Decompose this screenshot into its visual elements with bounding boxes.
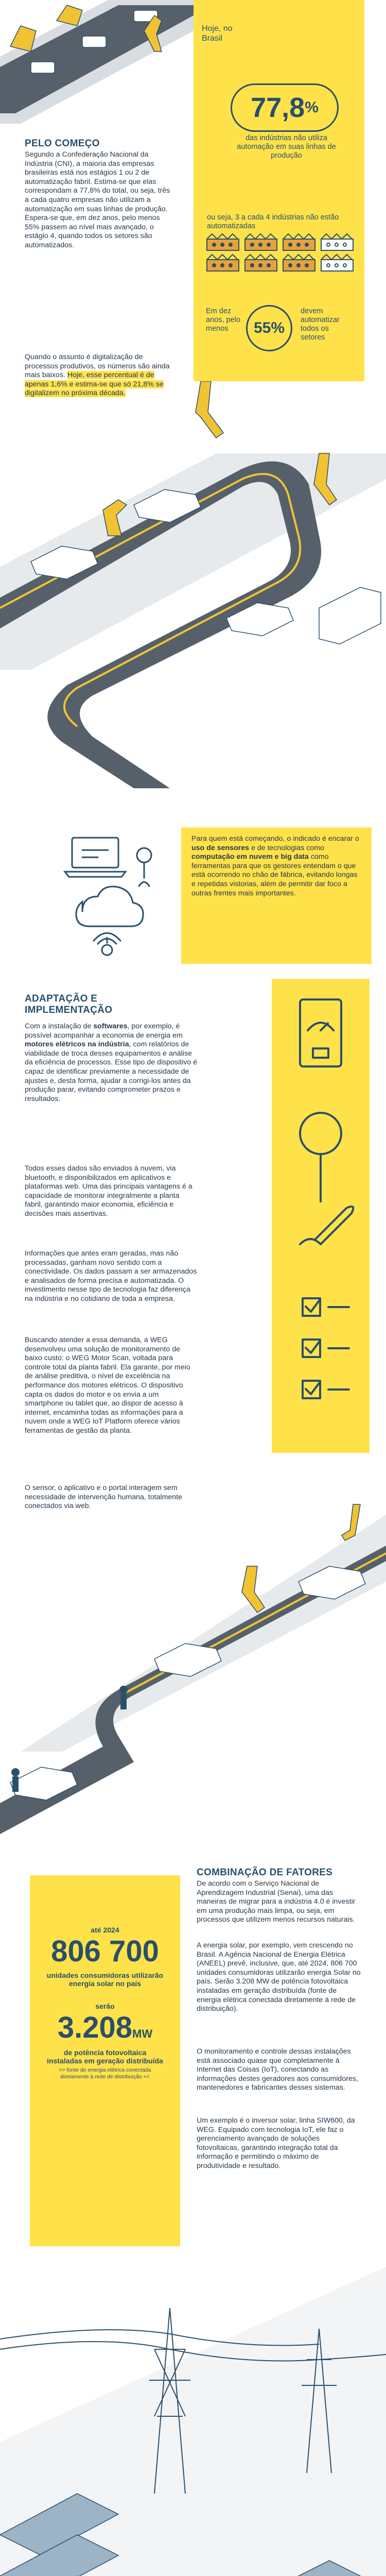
cloud-tech-icons [62, 835, 160, 961]
solar-until: até 2024 [91, 1926, 119, 1934]
adaptation-p1-bold-1: softwares [93, 1022, 128, 1030]
ten-years-value: 55% [253, 319, 285, 336]
solar-desc-1: unidades consumidoras utilizarão energia solar no país [46, 1971, 164, 1988]
factors-paragraph-3: O monitoramento e controle dessas instalações está associado quase que completamente à Internet das Coisas (IoT), conectando as informações destes geradores aos consumidores, mantenedores e fabricantes desses sistemas. [197, 2047, 358, 2092]
ten-years-left: Em dez anos, pelo menos [206, 307, 240, 333]
solar-unit-2: MW [132, 2027, 153, 2040]
automation-stat-desc: das indústrias não utiliza automação em suas linhas de produção [237, 134, 336, 160]
adaptation-paragraph-5: O sensor, o aplicativo e o portal interagem sem necessidade de intervenção humana, totalmente conectados via web. [25, 1484, 183, 1511]
today-label: Hoje, no Brasil [202, 24, 233, 43]
adaptation-p1-post: , com relatórios de viabilidade de troca desses equipamentos e análise da eficiência de processos. Esse tipo de dispositivo é capaz de identificar previamente a necessidade de ajustes e, desta forma, ajudar a corrigi-los antes da produção parar, evitando comprometer prazos e resultados. [25, 1040, 198, 1103]
ten-years-right: devem automatizar todos os setores [301, 307, 340, 342]
sensors-pre: Para quem está começando, o indicado é encarar o [191, 835, 359, 843]
solar-note-2: >> fonte de energia elétrica conectada diretamente à rede de distribuição << [59, 2067, 151, 2080]
adaptation-paragraph-1 [25, 1022, 198, 1104]
solar-panels-illustration [0, 2246, 386, 2576]
automation-stat-value: 77,8 [251, 92, 305, 123]
intro-paragraph-2b: Hoje, esse percentual é de apenas 1,6% e estima-se que só 21,8% se digitalizem no próxima década. [25, 371, 164, 398]
intro-paragraph-2a: Quando o assunto é digitalização de processos produtivos, os números são ainda mais baixos. [25, 353, 170, 380]
adaptation-p1-mid: , por exemplo, é possível acompanhar a economia de energia em [25, 1022, 183, 1040]
automation-stat-unit: % [305, 99, 319, 116]
factory-icons-row [206, 233, 360, 272]
sensors-post: como ferramentas para que os gestores entendam o que está ocorrendo no chão de fábrica, evitando longas e repetidas vistorias, além de permitir dar foco a outras frentes mais importantes. [191, 853, 358, 897]
solar-desc-2: de potência fotovoltaica instaladas em geração distribuída [47, 2048, 163, 2065]
tools-icons [272, 979, 370, 1453]
sensors-paragraph [191, 835, 361, 898]
factory-conveyor-illustration [0, 381, 386, 788]
factors-heading: COMBINAÇÃO DE FATORES [197, 1867, 333, 1878]
intro-paragraph-1: Segundo a Confederação Nacional da Indústria (CNI), a maioria das empresas brasileiras está nos estágios 1 ou 2 de automatização fabril. Estima-se que elas correspondam a 77,8% do total, ou seja, três a cada quatro empresas não utilizam a automatização em suas linhas de produção. Espera-se que, em dez anos, pelo menos 55% passem ao nível mais avançado, o estágio 4, quando todos os setores são automatizados. [25, 150, 170, 249]
sensors-bold-1: uso de sensores [191, 843, 249, 852]
adaptation-paragraph-4: Buscando atender a essa demanda, a WEG desenvolveu uma solução de monitoramento de baixo custo: o WEG Motor Scan, voltada para controle total da planta fabril. Ela garante, por meio de análise preditiva, o nível de excelência na performance dos motores elétricos. O dispositivo capta os dados do motor e os envia a um smartphone ou tablet que, ao dispor de acesso à internet, encaminha todas as informações para a nuvem onde a WEG IoT Platform oferece vários ferramentas de gestão da planta. [25, 1336, 190, 1435]
ratio-text: ou seja, 3 a cada 4 indústrias não estão automatizadas [207, 213, 339, 230]
sensors-bold-2: computação em nuvem e big data [191, 853, 309, 861]
solar-serao: serão [95, 2002, 115, 2010]
conveyor-belt-drawing-2 [0, 1484, 386, 1875]
adaptation-paragraph-3: Informações que antes eram geradas, mas não processadas, ganham novo sentido com a conectividade. Os dados passam a ser armazenados e analisados de forma precisa e automatizada. O investimento nesse tipo de tecnologia faz diferença na indústria e no cotidiano de toda a empresa. [25, 1249, 197, 1303]
robot-arms-illustration [0, 0, 194, 124]
factors-paragraph-4: Um exemplo é o inversor solar, linha SIW600, da WEG. Equipado com tecnologia IoT, ele faz o gerenciamento avançado de soluções fotovoltaicas, garantindo integração total da informação e permitindo o máximo de produtividade e resultado. [197, 2116, 355, 2170]
automation-stat-circle [231, 83, 339, 132]
adaptation-p1-bold-2: motores elétricos na indústria [25, 1040, 129, 1049]
conveyor-belt-drawing [0, 381, 386, 788]
assembly-line-illustration-top [0, 0, 194, 124]
factory-icons [206, 233, 360, 272]
intro-heading: PELO COMEÇO [25, 138, 100, 149]
solar-and-towers-drawing [0, 2246, 386, 2576]
laptop-cloud-sensor-icons [62, 835, 160, 961]
ten-years-circle [246, 305, 292, 351]
adaptation-paragraph-2: Todos esses dados são enviados à nuvem, via bluetooth, e disponibilizados em aplicativos e plataformas web. Uma das principais vantagens é a capacidade de monitorar integralmente a planta fabril, garantindo maior economia, eficiência e decisões mais assertivas. [25, 1164, 192, 1218]
solar-value-1: 806 700 [51, 1935, 159, 1968]
gauge-search-wrench-checklist-icons [272, 979, 370, 1453]
solar-value-2-wrap [30, 2011, 180, 2050]
sensors-mid: e de tecnologias como [251, 843, 324, 852]
factors-paragraph-2: A energia solar, por exemplo, vem crescendo no Brasil. A Agência Nacional de Energia Elétrica (ANEEL) prevê, inclusive, que, até 2024, 806 700 unidades consumidoras utilizarão energia Solar no país. Serão 3.208 MW de potência fotovoltaica instaladas em geração distribuída (fonte de energia elétrica conectada diretamente à rede de distribuição). [197, 1941, 361, 2013]
solar-value-2: 3.208 [57, 2011, 133, 2044]
factors-paragraph-1: De acordo com o Serviço Nacional de Aprendizagem Industrial (Senai), uma das maneiras de migrar para a indústria 4.0 é investir em uma produção mais limpa, ou seja, em processos que utilizem menos recursos naturais. [197, 1879, 356, 1924]
adaptation-p1-pre: Com a instalação de [25, 1022, 92, 1030]
factory-conveyor-illustration-2 [0, 1484, 386, 1875]
adaptation-heading: ADAPTAÇÃO E IMPLEMENTAÇÃO [25, 993, 113, 1015]
